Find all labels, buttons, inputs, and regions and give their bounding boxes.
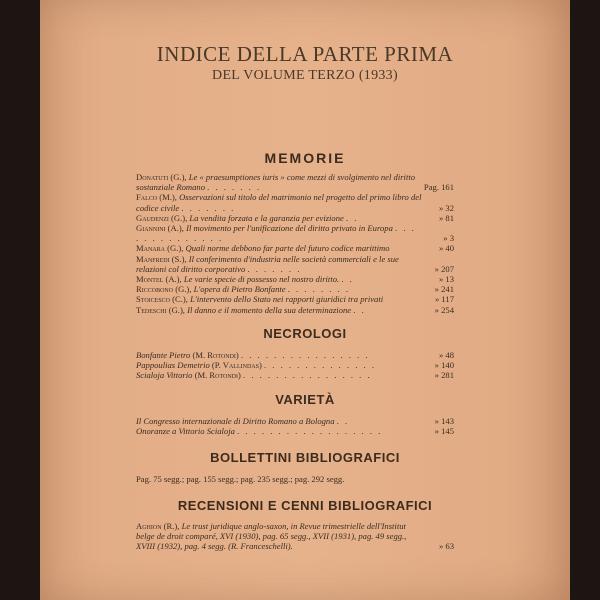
document-page	[40, 0, 570, 600]
entry-title: Il movimento per l'unificazione del diritto privato in Europa	[186, 223, 393, 234]
entry-author: Stoicesco (C.),	[136, 294, 188, 305]
entry-author: (M. Rotondi)	[192, 350, 239, 360]
entry-page: » 117	[434, 294, 454, 305]
entry-author: (P. Vallindas)	[211, 360, 262, 371]
list-item	[136, 416, 454, 426]
memorie-list	[136, 172, 454, 315]
list-item	[136, 274, 454, 284]
entry-title: Il conferimento d'industria nelle società commerciali e le sue relazioni col diritto corporativo	[136, 253, 399, 274]
entry-page: » 254	[434, 304, 454, 315]
list-item	[136, 521, 454, 552]
list-item	[136, 172, 454, 192]
entry-page: » 145	[434, 426, 454, 437]
entry-dots: . .	[336, 416, 350, 426]
entry-author: Manara (G.),	[136, 243, 184, 254]
entry-name: Pappoulias Demetrio	[136, 360, 210, 371]
entry-title: Osservazioni sul titolo del matrimonio nel progetto del primo libro del codice civile	[136, 192, 422, 213]
entry-title: Il danno e il momento della sua determinazione	[187, 304, 352, 315]
entry-dots: . .	[353, 304, 366, 315]
list-item	[136, 223, 454, 243]
entry-author: Donatuti (G.),	[136, 172, 187, 182]
entry-page: » 32	[438, 202, 454, 213]
entry-author: Falco (M.),	[136, 192, 177, 203]
section-heading-bollettini: BOLLETTINI BIBLIOGRAFICI	[210, 450, 400, 465]
entry-dots: . . . . . . . . . . . . . .	[136, 223, 416, 244]
entry-title: Onoranze a Vittorio Scialoja	[136, 426, 235, 437]
recensioni-entry	[136, 521, 454, 552]
entry-dots: . . . . . . .	[247, 263, 302, 274]
entry-name: Bonfante Pietro	[136, 350, 191, 360]
entry-dots: . . . . . . .	[207, 182, 262, 193]
list-item	[136, 305, 454, 315]
entry-author: Manfredi (S.),	[136, 253, 187, 264]
entry-dots: . . . . . . . .	[287, 284, 350, 295]
entry-title: L'intervento dello Stato nei rapporti giuridici tra privati	[190, 294, 384, 305]
list-item	[136, 284, 454, 294]
list-item	[136, 243, 454, 253]
entry-dots: . .	[341, 274, 354, 285]
entry-title: Quali norme debbono far parte del futuro codice marittimo	[185, 243, 390, 254]
entry-page: » 281	[434, 370, 454, 381]
list-item	[136, 213, 454, 223]
entry-page: » 3	[443, 233, 454, 244]
entry-page: » 40	[438, 243, 454, 254]
section-heading-recensioni: RECENSIONI E CENNI BIBLIOGRAFICI	[177, 498, 433, 513]
entry-author: Montel (A.),	[136, 274, 182, 285]
section-heading-memorie: MEMORIE	[264, 150, 346, 166]
entry-title: Le « praesumptiones iuris » come mezzi di svolgimento nel diritto sostanziale Romano	[136, 172, 416, 193]
page-subtitle: DEL VOLUME TERZO (1933)	[212, 68, 398, 83]
entry-page: Pag. 161	[423, 182, 454, 193]
bollettini-pages: Pag. 75 segg.; pag. 155 segg.; pag. 235 segg.; pag. 292 segg.	[136, 474, 345, 484]
section-heading-necrologi: NECROLOGI	[263, 326, 347, 341]
entry-title: L'opera di Pietro Bonfante	[193, 284, 286, 295]
entry-name: Scialoja Vittorio	[136, 370, 193, 381]
entry-page: » 81	[438, 212, 454, 223]
list-item	[136, 254, 454, 274]
entry-page: » 48	[438, 350, 454, 360]
entry-author: Gaudenzi (G.),	[136, 212, 188, 223]
list-item	[136, 426, 454, 436]
entry-page: » 241	[434, 284, 454, 295]
entry-author: Aghion (R.),	[136, 521, 180, 531]
entry-title: Il Congresso internazionale di Diritto Romano a Bologna	[136, 416, 335, 426]
list-item	[136, 192, 454, 212]
entry-title: Le varie specie di possesso nel nostro diritto.	[183, 274, 340, 285]
entry-page: » 13	[438, 274, 454, 285]
entry-dots: . . . . . . . . . . . . . .	[263, 360, 376, 371]
necrologi-list	[136, 350, 454, 381]
list-item	[136, 294, 454, 304]
list-item	[136, 370, 454, 380]
entry-title: Le trust juridique anglo-saxon, in Revue trimestrielle dell'Institut belge de droit comparé, XVI (1930), pag. 65 segg., XVII (1931), pag. 49 segg., XVIII (1932), pag. 4 segg. (R. Franceschelli).	[136, 521, 407, 552]
entry-page: » 207	[434, 263, 454, 274]
entry-page: » 63	[438, 541, 454, 552]
entry-dots: . . . . . . . . . . . . . . . .	[240, 350, 370, 360]
list-item	[136, 360, 454, 370]
entry-dots: . . . . . . . . . . . . . . . . . .	[237, 426, 383, 437]
entry-page: » 140	[434, 360, 454, 371]
list-item	[136, 350, 454, 360]
entry-dots: . .	[346, 212, 359, 223]
entry-dots: . . . . . . .	[181, 202, 236, 213]
entry-author: Giannini (A.),	[136, 223, 184, 234]
entry-page: » 143	[434, 416, 454, 426]
section-heading-varieta: VARIETÀ	[275, 392, 335, 407]
entry-author: Tedeschi (G.),	[136, 304, 185, 315]
entry-dots: . . . . . . . . . . . . . . . .	[243, 370, 372, 381]
entry-author: (M. Rotondi)	[194, 370, 241, 381]
entry-title: La vendita forzata e la garanzia per evizione	[189, 212, 344, 223]
page-title: INDICE DELLA PARTE PRIMA	[156, 42, 454, 66]
entry-author: Riccobono (G.),	[136, 284, 192, 295]
varieta-list	[136, 416, 454, 436]
